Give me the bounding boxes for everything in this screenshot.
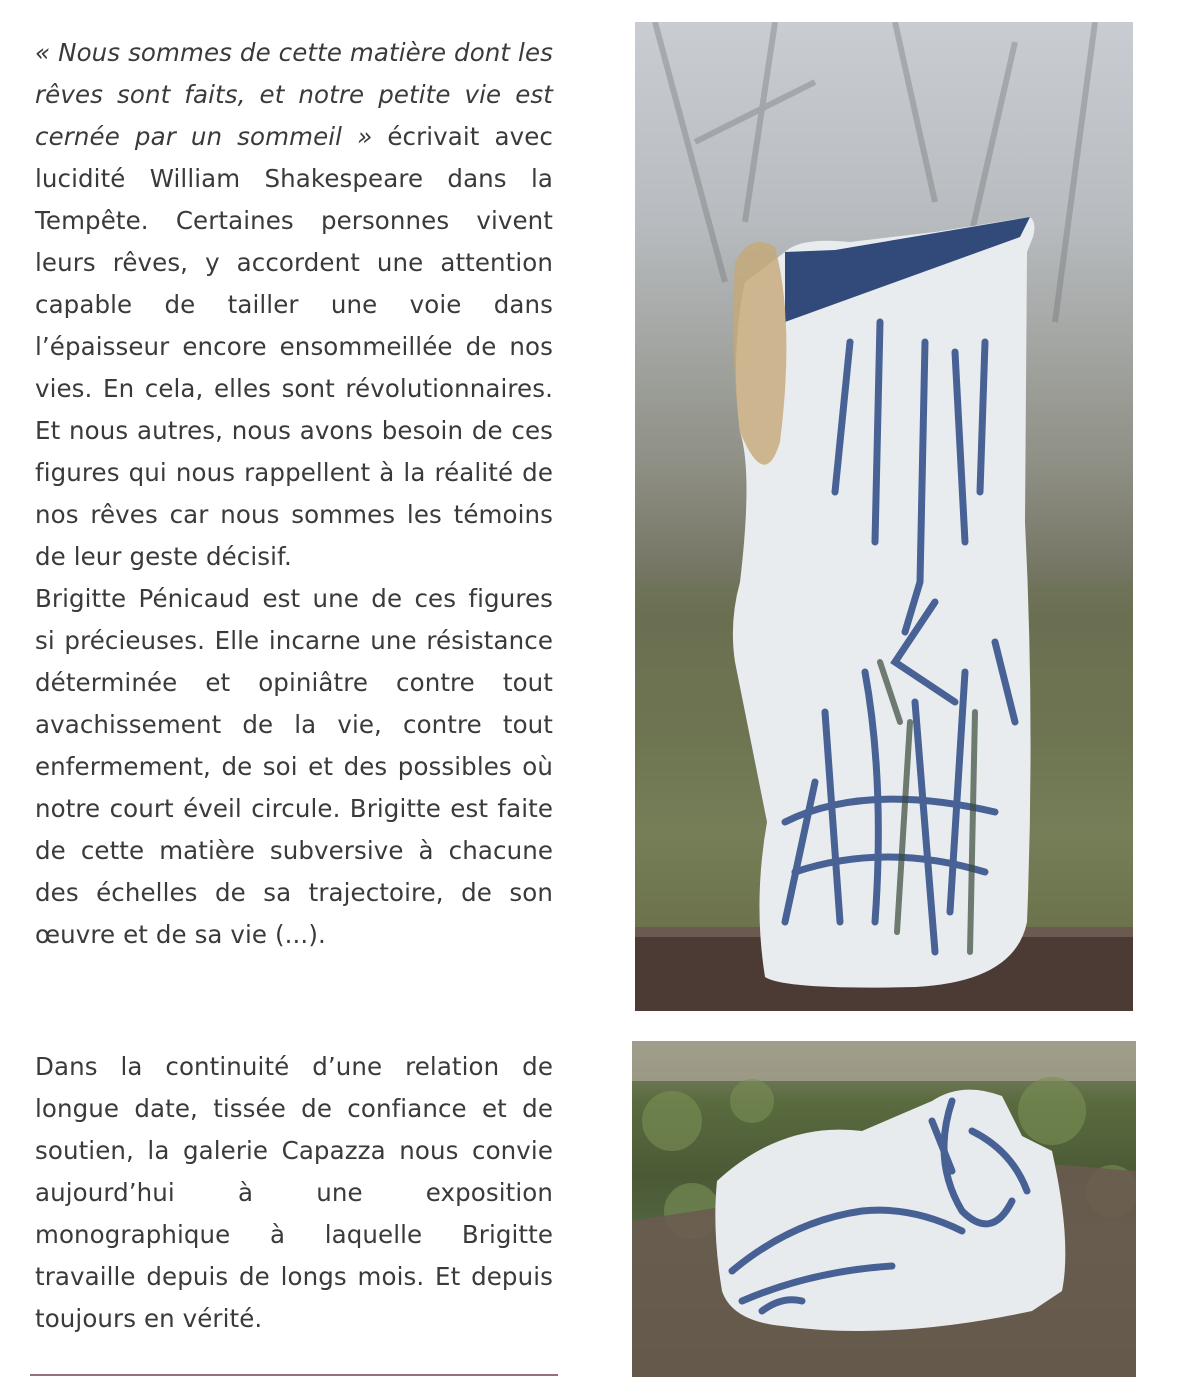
paragraph-shakespeare (35, 32, 553, 578)
paragraph-1-text: écrivait avec lucidité William Shakespeare dans la Tempête. Certaines personnes vivent leurs rêves, y accordent une attention capable de tailler une voie dans l’épaisseur encore ensommeillée de nos vies. En cela, elles sont révolutionnaires. Et nous autres, nous avons besoin de ces figures qui nous rappellent à la réalité de nos rêves car nous sommes les témoins de leur geste décisif. (35, 122, 553, 571)
shakespeare-quote: « Nous sommes de cette matière dont les rêves sont faits, et notre petite vie est cernée par un sommeil » (35, 38, 553, 151)
vase-photo (635, 22, 1133, 1011)
paragraph-brigitte: Brigitte Pénicaud est une de ces figures si précieuses. Elle incarne une résistance déterminée et opiniâtre contre tout avachissement de la vie, contre tout enfermement, de soi et des possibles où notre court éveil circule. Brigitte est faite de cette matière subversive à chacune des échelles de sa trajectoire, de son œuvre et de sa vie (...). (35, 584, 553, 949)
section-divider (30, 1374, 558, 1376)
paragraph-exhibition: Dans la continuité d’une relation de longue date, tissée de confiance et de soutien, la galerie Capazza nous convie aujourd’hui à une exposition monographique à laquelle Brigitte travaille depuis de longs mois. Et depuis toujours en vérité. (35, 1052, 553, 1333)
article-text (35, 32, 553, 1340)
plate-photo (632, 1041, 1136, 1377)
